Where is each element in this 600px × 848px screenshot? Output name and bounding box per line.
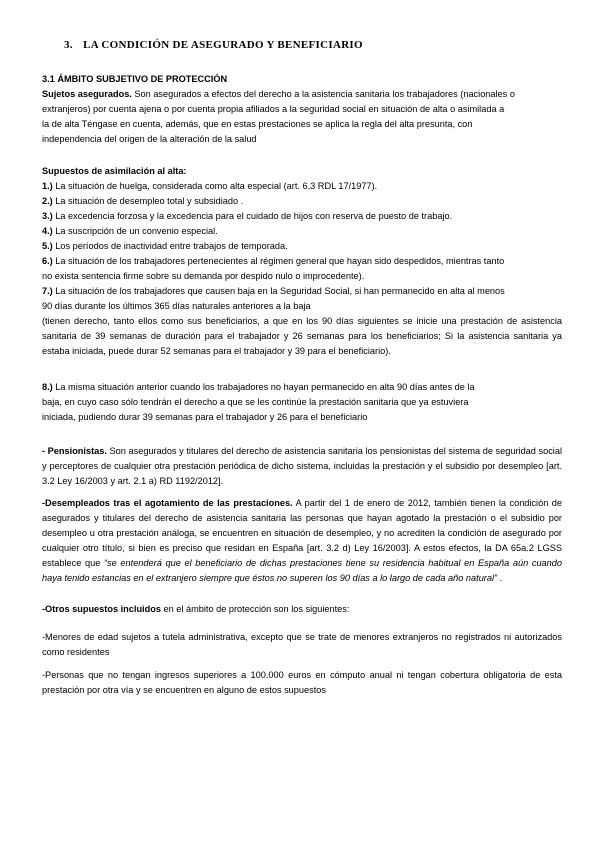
lead-term: -Otros supuestos incluidos [42, 604, 161, 614]
section-number: 3. [64, 39, 73, 51]
list-item: 7.) La situación de los trabajadores que causen baja en la Seguridad Social, si han permanecido en alta al menos [42, 286, 505, 296]
list-item-continuation: iniciada, pudiendo durar 39 semanas para el trabajador y 26 para el beneficiario [42, 412, 368, 422]
list-item-note: (tienen derecho, tanto ellos como sus beneficiarios, a que en los 90 días siguientes se inicie una prestación de asistencia sanitaria de 39 semanas de duración para el trabajador y 26 semanas para los beneficiarios; Si la asistencia sanitaria ya estaba iniciada, puede durar 52 semanas para el trabajador y 39 para el beneficiario). [42, 316, 562, 356]
quote: “se entenderá que el beneficiario de dichas prestaciones tiene su residencia habitual en España aún cuando haya tenido estancias en el extranjero siempre que éstos no superen los 90 días a lo largo de cada año natural” [42, 558, 563, 583]
menores-paragraph: -Menores de edad sujetos a tutela administrativa, excepto que se trate de menores extranjeros no registrados ni autorizados como residentes [42, 632, 562, 657]
list-item: 2.) La situación de desempleo total y subsidiado . [42, 196, 244, 206]
list-item-continuation: 90 días durante los últimos 365 días naturales anteriores a la baja [42, 301, 311, 311]
paragraph-line: Sujetos asegurados. Son asegurados a efectos del derecho a la asistencia sanitaria los trabajadores (nacionales o [42, 89, 515, 99]
item-8 [42, 380, 562, 425]
list-item: 4.) La suscripción de un convenio especial. [42, 226, 218, 236]
section-3-1 [42, 72, 562, 147]
lead-term: -Desempleados tras el agotamiento de las prestaciones. [42, 498, 293, 508]
list-item: 8.) La misma situación anterior cuando los trabajadores no hayan permanecido en alta 90 días antes de la [42, 382, 475, 392]
list-item-continuation: baja, en cuyo caso sólo tendrán el derecho a que se les continúe la prestación sanitaria que ya estuviera [42, 397, 469, 407]
list-item-continuation: no exista sentencia firme sobre su demanda por despido nulo o improcedente). [42, 271, 365, 281]
list-item: 1.) La situación de huelga, considerada como alta especial (art. 6.3 RDL 17/1977). [42, 181, 378, 191]
asimilacion-list [42, 164, 562, 359]
otros-supuestos: -Otros supuestos incluidos en el ámbito de protección son los siguientes: [42, 604, 350, 614]
lead-term: Sujetos asegurados. [42, 89, 132, 99]
list-item: 6.) La situación de los trabajadores pertenecientes al régimen general que hayan sido despedidos, mientras tanto [42, 256, 505, 266]
subsection-title: 3.1 ÁMBITO SUBJETIVO DE PROTECCIÓN [42, 74, 228, 84]
paragraph-line: la de alta Téngase en cuenta, además, que en estas prestaciones se aplica la regla del alta presunta, con [42, 119, 473, 129]
paragraph-line: extranjeros) por cuenta ajena o por cuenta propia afiliados a la seguridad social en situación de alta o asimilada a [42, 104, 505, 114]
desempleados-paragraph: -Desempleados tras el agotamiento de las prestaciones. A partir del 1 de enero de 2012, también tienen la condición de asegurados y titulares del derecho de asistencia sanitaria las personas que hayan agotado la prestación o el subsidio por desempleo u otra prestación análoga, se encuentren en situación de desempleo, y no acrediten la condición de asegurado por cualquier otro título, si bien es preciso que residan en España [art. 3.2 d) Ley 16/2003]. A estos efectos, la DA 65a.2 LGSS establece que “se entenderá que el beneficiario de dichas prestaciones tiene su residencia habitual en España aún cuando haya tenido estancias en el extranjero siempre que éstos no superen los 90 días a lo largo de cada año natural” . [42, 498, 563, 583]
section-title: LA CONDICIÓN DE ASEGURADO Y BENEFICIARIO [83, 39, 363, 51]
list-item: 3.) La excedencia forzosa y la excedencia para el cuidado de hijos con reserva de puesto de trabajo. [42, 211, 453, 221]
list-item: 5.) Los períodos de inactividad entre trabajos de temporada. [42, 241, 288, 251]
list-title: Supuestos de asimilación al alta: [42, 166, 187, 176]
paragraph-line: independencia del origen de la alteración de la salud [42, 134, 257, 144]
section-heading [64, 38, 363, 53]
lead-term: - Pensionistas. [42, 446, 107, 456]
pensionistas-paragraph: - Pensionistas. Son asegurados y titulares del derecho de asistencia sanitaria los pensionistas del sistema de seguridad social y perceptores de cualquier otra prestación periódica de dicho sistema, incluidas la prestación y el subsidio por desempleo [art. 3.2 Ley 16/2003 y art. 2.1 a) RD 1192/2012]. [42, 446, 563, 486]
personas-paragraph: -Personas que no tengan ingresos superiores a 100.000 euros en cómputo anual ni tengan cobertura obligatoria de esta prestación por otra vía y se encuentren en alguno de estos supuestos [42, 670, 562, 695]
